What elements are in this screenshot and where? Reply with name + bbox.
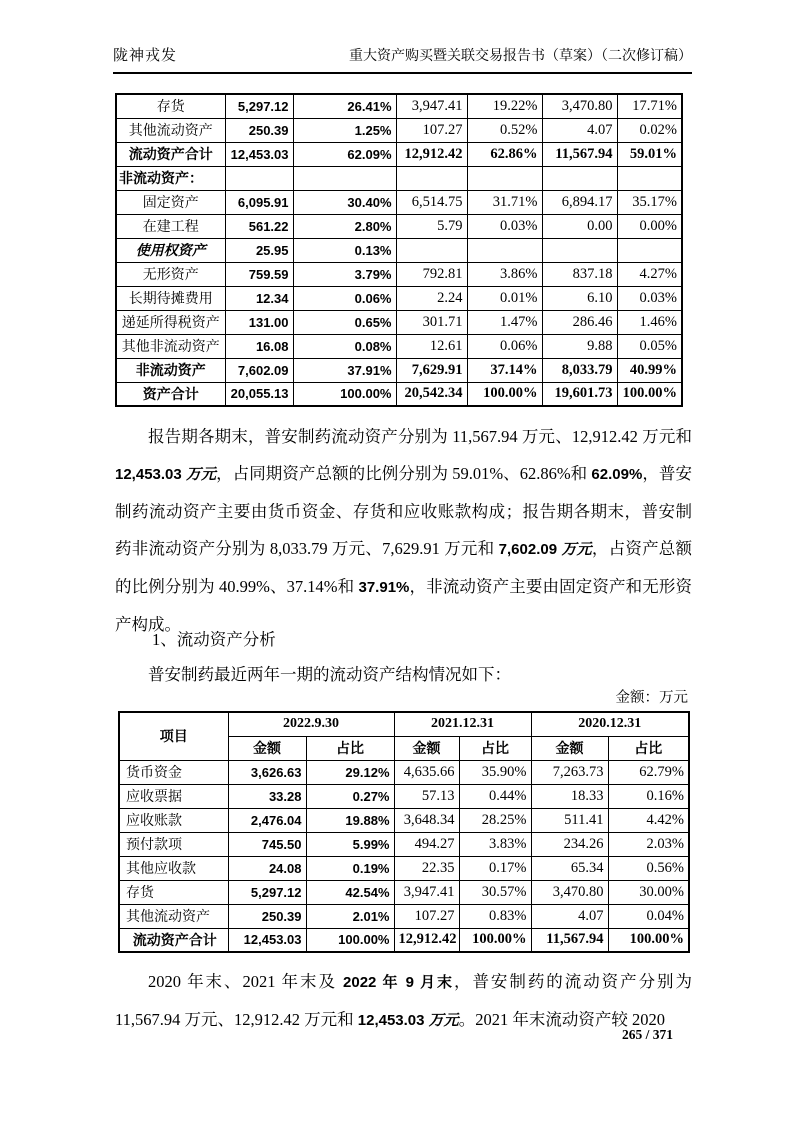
cell-value: 12.61 (396, 334, 467, 358)
cell-value: 7,629.91 (396, 358, 467, 382)
cell-value: 26.41% (293, 94, 396, 118)
cell-value: 1.25% (293, 118, 396, 142)
cell-value: 42.54% (306, 880, 394, 904)
column-header-ratio: 占比 (608, 736, 689, 760)
cell-value: 4.42% (608, 808, 689, 832)
table-row (119, 880, 689, 904)
cell-value: 511.41 (531, 808, 608, 832)
text-segment: 62.09% (591, 466, 643, 483)
table-row (116, 334, 682, 358)
cell-value (396, 238, 467, 262)
cell-value: 18.33 (531, 784, 608, 808)
cell-value: 107.27 (396, 118, 467, 142)
cell-value: 0.65% (293, 310, 396, 334)
cell-value: 0.44% (459, 784, 531, 808)
cell-value: 19.22% (467, 94, 542, 118)
column-header-period-2022: 2022.9.30 (228, 712, 394, 736)
cell-value: 62.86% (467, 142, 542, 166)
text-segment: ，占资产总额的比例分别为 40.99%、37.14%和 (115, 539, 693, 596)
row-label: 货币资金 (119, 760, 228, 784)
cell-value: 5,297.12 (225, 94, 293, 118)
cell-value: 6,894.17 (542, 190, 617, 214)
table-row (116, 118, 682, 142)
section-heading: 1、流动资产分析 (152, 630, 276, 649)
cell-value: 16.08 (225, 334, 293, 358)
table-row (119, 856, 689, 880)
cell-value (467, 238, 542, 262)
text-segment: ，普安制药流动资产主要由货币资金、存货和应收账款构成；报告期各期末，普安制药非流动资产分别为 8,033.79 万元、7,629.91 万元和 (115, 464, 692, 558)
table-row (116, 142, 682, 166)
cell-value: 11,567.94 (531, 928, 608, 952)
table-row (119, 904, 689, 928)
row-label: 其他应收款 (119, 856, 228, 880)
table-row (116, 358, 682, 382)
text-segment: ，普安制药的流动资产分别为 11,567.94 万元、12,912.42 万元和 (115, 972, 693, 1029)
cell-value: 2.80% (293, 214, 396, 238)
text-segment: 万元 (428, 1012, 459, 1029)
text-segment: 。2021 年末流动资产较 2020 (458, 1010, 665, 1029)
cell-value: 22.35 (394, 856, 459, 880)
cell-value: 35.17% (617, 190, 682, 214)
cell-value (617, 238, 682, 262)
row-label: 流动资产合计 (119, 928, 228, 952)
cell-value: 4.07 (531, 904, 608, 928)
cell-value: 561.22 (225, 214, 293, 238)
cell-value (467, 166, 542, 190)
cell-value: 19.88% (306, 808, 394, 832)
text-segment: 报告期各期末，普安制药流动资产分别为 11,567.94 万元、12,912.42 万元和 (148, 427, 692, 446)
asset-structure-table-body (116, 94, 682, 406)
cell-value: 3.79% (293, 262, 396, 286)
row-label: 非流动资产： (116, 166, 225, 190)
cell-value: 100.00% (459, 928, 531, 952)
table-row (116, 286, 682, 310)
row-label: 在建工程 (116, 214, 225, 238)
cell-value: 3.83% (459, 832, 531, 856)
cell-value: 494.27 (394, 832, 459, 856)
row-label: 存货 (119, 880, 228, 904)
table-row (116, 166, 682, 190)
cell-value: 11,567.94 (542, 142, 617, 166)
cell-value: 286.46 (542, 310, 617, 334)
cell-value: 3.86% (467, 262, 542, 286)
header-doc-title: 重大资产购买暨关联交易报告书（草案）（二次修订稿） (349, 49, 692, 64)
cell-value: 4.27% (617, 262, 682, 286)
row-label: 资产合计 (116, 382, 225, 406)
cell-value: 37.91% (293, 358, 396, 382)
cell-value: 12,912.42 (396, 142, 467, 166)
cell-value: 0.17% (459, 856, 531, 880)
cell-value: 0.08% (293, 334, 396, 358)
table-row (116, 262, 682, 286)
cell-value: 2.24 (396, 286, 467, 310)
cell-value: 100.00% (467, 382, 542, 406)
cell-value: 12.34 (225, 286, 293, 310)
table-row (119, 784, 689, 808)
current-assets-table-head (119, 712, 689, 760)
cell-value: 6.10 (542, 286, 617, 310)
paragraph-assets-summary (115, 418, 692, 643)
cell-value: 37.14% (467, 358, 542, 382)
cell-value: 29.12% (306, 760, 394, 784)
cell-value: 0.83% (459, 904, 531, 928)
text-segment: 万元 (185, 466, 217, 483)
cell-value: 792.81 (396, 262, 467, 286)
row-label: 固定资产 (116, 190, 225, 214)
table-row (119, 760, 689, 784)
cell-value: 0.03% (467, 214, 542, 238)
cell-value: 0.04% (608, 904, 689, 928)
cell-value (617, 166, 682, 190)
cell-value: 8,033.79 (542, 358, 617, 382)
column-header-period-2020: 2020.12.31 (531, 712, 689, 736)
cell-value (225, 166, 293, 190)
text-segment: 2022 年 9 月末 (343, 974, 454, 991)
row-label: 应收票据 (119, 784, 228, 808)
cell-value: 25.95 (225, 238, 293, 262)
cell-value: 3,470.80 (542, 94, 617, 118)
row-label: 递延所得税资产 (116, 310, 225, 334)
row-label: 长期待摊费用 (116, 286, 225, 310)
cell-value: 0.56% (608, 856, 689, 880)
table-row (116, 238, 682, 262)
cell-value: 30.40% (293, 190, 396, 214)
column-header-amount: 金额 (228, 736, 306, 760)
cell-value (542, 166, 617, 190)
cell-value: 0.01% (467, 286, 542, 310)
cell-value: 3,648.34 (394, 808, 459, 832)
cell-value: 2,476.04 (228, 808, 306, 832)
cell-value: 7,602.09 (225, 358, 293, 382)
cell-value: 3,947.41 (396, 94, 467, 118)
cell-value: 745.50 (228, 832, 306, 856)
page-number: 265 / 371 (621, 1027, 673, 1042)
cell-value: 3,947.41 (394, 880, 459, 904)
row-label: 使用权资产 (116, 238, 225, 262)
cell-value: 100.00% (293, 382, 396, 406)
cell-value: 234.26 (531, 832, 608, 856)
table-row (119, 808, 689, 832)
table-header-row (119, 712, 689, 736)
cell-value: 100.00% (608, 928, 689, 952)
table-row (116, 382, 682, 406)
cell-value: 3,470.80 (531, 880, 608, 904)
cell-value: 837.18 (542, 262, 617, 286)
cell-value: 65.34 (531, 856, 608, 880)
cell-value: 35.90% (459, 760, 531, 784)
text-segment: 12,453.03 (115, 466, 186, 483)
cell-value: 1.46% (617, 310, 682, 334)
row-label: 其他流动资产 (116, 118, 225, 142)
cell-value: 0.16% (608, 784, 689, 808)
cell-value: 4,635.66 (394, 760, 459, 784)
text-segment: ，占同期资产总额的比例分别为 59.01%、62.86%和 (216, 464, 592, 483)
column-header-amount: 金额 (531, 736, 608, 760)
cell-value: 5.79 (396, 214, 467, 238)
cell-value: 0.03% (617, 286, 682, 310)
cell-value: 301.71 (396, 310, 467, 334)
cell-value: 31.71% (467, 190, 542, 214)
cell-value: 0.00 (542, 214, 617, 238)
column-header-ratio: 占比 (459, 736, 531, 760)
cell-value: 33.28 (228, 784, 306, 808)
table-row (119, 928, 689, 952)
cell-value: 4.07 (542, 118, 617, 142)
cell-value: 5,297.12 (228, 880, 306, 904)
row-label: 流动资产合计 (116, 142, 225, 166)
header-short-title: 陇神戎发 (113, 48, 178, 64)
column-header-period-2021: 2021.12.31 (394, 712, 531, 736)
row-label: 应收账款 (119, 808, 228, 832)
column-header-ratio: 占比 (306, 736, 394, 760)
text-segment: 2020 年末、2021 年末及 (148, 972, 344, 991)
row-label: 其他流动资产 (119, 904, 228, 928)
text-segment: ，非流动资产主要由固定资产和无形资产构成。 (115, 577, 692, 634)
cell-value: 5.99% (306, 832, 394, 856)
text-segment: 37.91% (358, 579, 410, 596)
cell-value: 250.39 (228, 904, 306, 928)
cell-value: 250.39 (225, 118, 293, 142)
text-segment: 12,453.03 (357, 1012, 429, 1029)
table-row (116, 94, 682, 118)
cell-value: 62.79% (608, 760, 689, 784)
cell-value: 0.05% (617, 334, 682, 358)
cell-value: 2.03% (608, 832, 689, 856)
cell-value: 100.00% (306, 928, 394, 952)
cell-value: 0.13% (293, 238, 396, 262)
cell-value: 2.01% (306, 904, 394, 928)
cell-value: 0.27% (306, 784, 394, 808)
cell-value (396, 166, 467, 190)
cell-value: 6,514.75 (396, 190, 467, 214)
cell-value: 0.52% (467, 118, 542, 142)
cell-value: 12,453.03 (228, 928, 306, 952)
paragraph-intro: 普安制药最近两年一期的流动资产结构情况如下： (148, 665, 511, 684)
cell-value: 131.00 (225, 310, 293, 334)
row-label: 非流动资产 (116, 358, 225, 382)
cell-value: 12,453.03 (225, 142, 293, 166)
row-label: 预付款项 (119, 832, 228, 856)
table-row (116, 214, 682, 238)
cell-value: 20,542.34 (396, 382, 467, 406)
table-row (116, 190, 682, 214)
cell-value: 100.00% (617, 382, 682, 406)
cell-value: 0.06% (467, 334, 542, 358)
row-label: 存货 (116, 94, 225, 118)
text-segment: 7,602.09 (498, 541, 562, 558)
cell-value: 107.27 (394, 904, 459, 928)
cell-value: 0.02% (617, 118, 682, 142)
cell-value: 59.01% (617, 142, 682, 166)
cell-value: 19,601.73 (542, 382, 617, 406)
cell-value: 0.19% (306, 856, 394, 880)
cell-value: 6,095.91 (225, 190, 293, 214)
cell-value: 7,263.73 (531, 760, 608, 784)
cell-value: 62.09% (293, 142, 396, 166)
column-header-amount: 金额 (394, 736, 459, 760)
cell-value: 12,912.42 (394, 928, 459, 952)
asset-structure-table (115, 93, 683, 407)
row-label: 无形资产 (116, 262, 225, 286)
cell-value: 30.57% (459, 880, 531, 904)
text-segment: 万元 (561, 541, 592, 558)
column-header-item: 项目 (119, 712, 228, 760)
cell-value: 17.71% (617, 94, 682, 118)
current-assets-table-body (119, 760, 689, 952)
cell-value: 28.25% (459, 808, 531, 832)
unit-note: 金额：万元 (615, 690, 688, 706)
cell-value (293, 166, 396, 190)
cell-value: 1.47% (467, 310, 542, 334)
table-row (119, 832, 689, 856)
table-row (116, 310, 682, 334)
cell-value: 0.00% (617, 214, 682, 238)
cell-value: 40.99% (617, 358, 682, 382)
cell-value: 57.13 (394, 784, 459, 808)
cell-value: 9.88 (542, 334, 617, 358)
cell-value: 759.59 (225, 262, 293, 286)
cell-value: 24.08 (228, 856, 306, 880)
current-assets-table (118, 711, 690, 953)
cell-value (542, 238, 617, 262)
cell-value: 3,626.63 (228, 760, 306, 784)
cell-value: 0.06% (293, 286, 396, 310)
row-label: 其他非流动资产 (116, 334, 225, 358)
page-header (113, 44, 692, 74)
cell-value: 20,055.13 (225, 382, 293, 406)
cell-value: 30.00% (608, 880, 689, 904)
